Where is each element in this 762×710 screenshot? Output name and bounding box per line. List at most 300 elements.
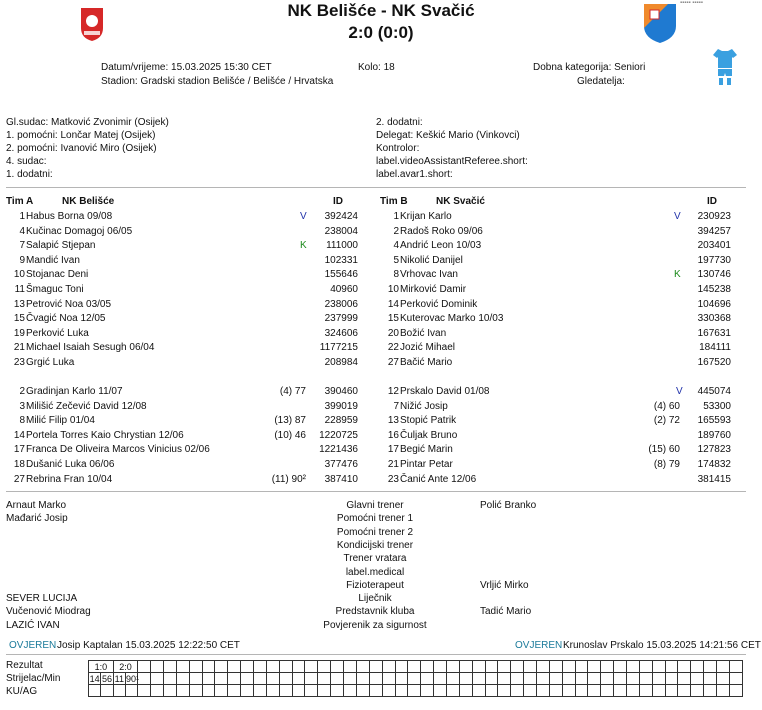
player-number: 12: [387, 386, 399, 397]
player-id: 167631: [697, 327, 731, 339]
result-cell: [434, 685, 447, 697]
away-logo-caption: ▪▪▪▪▪ ▪▪▪▪▪: [680, 0, 703, 6]
player-name: Jozić Mihael: [400, 342, 456, 354]
result-cell: [472, 661, 485, 673]
player-id: 130746: [697, 269, 731, 281]
player-name: Salapić Stjepan: [26, 240, 96, 252]
result-cell: [446, 673, 459, 685]
substitution-info: (10) 46: [274, 429, 306, 441]
result-cell: [241, 685, 254, 697]
result-cell: [691, 661, 704, 673]
player-id: 392424: [324, 211, 358, 222]
player-number: 22: [387, 342, 399, 354]
result-cell: [164, 685, 177, 697]
player-name: Stojanac Deni: [26, 269, 89, 281]
result-cell: [498, 685, 511, 697]
result-cell: [202, 685, 215, 697]
captain-marker: K: [300, 240, 307, 252]
player-id: 390460: [324, 386, 358, 397]
result-cell: [318, 661, 331, 673]
result-cell: [472, 673, 485, 685]
result-cell: [202, 673, 215, 685]
player-id: 167520: [697, 357, 731, 368]
player-number: 14: [13, 429, 25, 441]
player-number: 15: [387, 313, 399, 325]
result-cell: [254, 661, 267, 673]
team-b-name: NK Svačić: [436, 196, 485, 207]
result-cell: [408, 661, 421, 673]
result-cell: [729, 685, 742, 697]
player-name: Božić Ivan: [400, 327, 447, 339]
player-number: 7: [19, 240, 25, 252]
player-id: 1220725: [319, 429, 358, 441]
result-cell: [498, 661, 511, 673]
result-label: Rezultat: [6, 660, 43, 671]
player-name: Milić Filip 01/04: [26, 415, 95, 427]
player-number: 2: [393, 225, 399, 237]
player-id: 1177215: [319, 342, 358, 354]
result-cell: [562, 673, 575, 685]
result-cell: [382, 685, 395, 697]
result-cell: [241, 661, 254, 673]
result-cell: [511, 673, 524, 685]
player-name: Prskalo David 01/08: [400, 386, 490, 397]
result-cell: [266, 673, 279, 685]
result-cell: [318, 673, 331, 685]
player-id: 394257: [697, 225, 731, 237]
result-cell: [356, 661, 369, 673]
result-cell: [588, 661, 601, 673]
staff-role: Liječnik: [358, 593, 392, 605]
result-cell: [266, 661, 279, 673]
substitution-info: (15) 60: [648, 444, 680, 456]
result-cell: [279, 673, 292, 685]
result-cell: [421, 685, 434, 697]
player-name: Mandić Ivan: [26, 254, 80, 266]
player-number: 21: [387, 459, 399, 470]
staff-role: Fizioterapeut: [346, 579, 404, 591]
player-id: 53300: [703, 400, 731, 412]
result-cell: [421, 661, 434, 673]
verified-by-right: Krunoslav Prskalo 15.03.2025 14:21:56 CET: [563, 640, 761, 651]
player-id: 228959: [324, 415, 358, 427]
verified-by-left: Josip Kaptalan 15.03.2025 12:22:50 CET: [57, 640, 240, 651]
player-name: Habus Borna 09/08: [26, 211, 113, 222]
official-line: 4. sudac:: [6, 156, 47, 167]
team-b-label: Tim B: [380, 196, 408, 207]
result-cell: [138, 661, 151, 673]
substitution-info: (4) 60: [653, 400, 680, 412]
result-cell: [639, 673, 652, 685]
result-cell: [549, 685, 562, 697]
staff-role: Glavni trener: [346, 500, 404, 511]
result-cell: [524, 685, 537, 697]
player-name: Perković Dominik: [400, 298, 478, 310]
result-cell: [241, 673, 254, 685]
match-datetime: Datum/vrijeme: 15.03.2025 15:30 CET: [101, 62, 272, 73]
match-category: Dobna kategorija: Seniori: [533, 62, 646, 73]
staff-member-home: Mađarić Josip: [6, 513, 68, 525]
result-cell: [626, 673, 639, 685]
scorer-label: Strijelac/Min: [6, 673, 61, 684]
result-cell: [614, 661, 627, 673]
verified-label-right: OVJEREN: [515, 640, 563, 651]
substitution-info: (13) 87: [274, 415, 306, 427]
result-cell: 2:0: [113, 661, 138, 673]
player-name: Čvagić Noa 12/05: [26, 313, 106, 325]
result-cell: [626, 661, 639, 673]
result-cell: [549, 673, 562, 685]
result-cell: [652, 685, 665, 697]
player-number: 5: [393, 254, 399, 266]
match-round: Kolo: 18: [358, 62, 395, 73]
result-cell: [678, 673, 691, 685]
player-number: 17: [13, 444, 25, 456]
player-number: 2: [19, 386, 25, 397]
player-name: Šmaguc Toni: [26, 284, 84, 295]
staff-member-home: Vučenović Miodrag: [6, 606, 91, 618]
result-cell: [164, 661, 177, 673]
player-name: Mirković Damir: [400, 284, 467, 295]
staff-role: Pomoćni trener 1: [336, 513, 414, 525]
result-cell: [228, 661, 241, 673]
team-a-name: NK Belišće: [62, 196, 115, 207]
result-cell: [575, 673, 588, 685]
result-cell: [678, 685, 691, 697]
result-cell: [344, 673, 357, 685]
player-number: 11: [14, 284, 25, 295]
result-cell: [138, 673, 151, 685]
staff-role: Kondicijski trener: [336, 539, 414, 551]
player-number: 7: [393, 400, 399, 412]
player-name: Gradinjan Karlo 11/07: [26, 386, 123, 397]
player-name: Andrić Leon 10/03: [400, 240, 482, 252]
player-name: Pintar Petar: [400, 459, 453, 470]
result-cell: [344, 685, 357, 697]
team-a-id-header: ID: [333, 196, 343, 207]
player-id: 208984: [324, 357, 358, 368]
player-name: Stopić Patrik: [400, 415, 457, 427]
team-a-label: Tim A: [6, 196, 34, 207]
result-cell: [408, 673, 421, 685]
captain-marker: K: [674, 269, 681, 281]
result-cell: [485, 685, 498, 697]
result-cell: [665, 661, 678, 673]
player-id: 238006: [324, 298, 358, 310]
result-cell: [485, 673, 498, 685]
result-cell: [421, 673, 434, 685]
official-line: Gl.sudac: Matković Zvonimir (Osijek): [6, 117, 169, 128]
player-number: 16: [387, 429, 399, 441]
substitution-info: (11) 90²: [271, 473, 306, 485]
result-cell: [382, 673, 395, 685]
player-id: 102331: [324, 254, 358, 266]
result-cell: [614, 673, 627, 685]
result-cell: [562, 685, 575, 697]
player-number: 4: [19, 225, 25, 237]
result-cell: [536, 661, 549, 673]
player-name: Petrović Noa 03/05: [26, 298, 112, 310]
player-id: 189760: [697, 429, 731, 441]
result-cell: [189, 685, 202, 697]
result-cell: [215, 673, 228, 685]
player-number: 9: [19, 254, 25, 266]
player-number: 10: [13, 269, 25, 281]
result-cell: [113, 685, 125, 697]
staff-role: Pomoćni trener 2: [336, 526, 414, 538]
result-cell: [549, 661, 562, 673]
player-name: Vrhovac Ivan: [400, 269, 458, 281]
result-cell: 14: [89, 673, 100, 684]
result-cell: [639, 685, 652, 697]
substitution-info: (8) 79: [653, 459, 680, 470]
result-cell: [395, 661, 408, 673]
player-number: 27: [387, 357, 399, 368]
result-cell: [151, 673, 164, 685]
player-id: 127823: [697, 444, 731, 456]
player-name: Kuterovac Marko 10/03: [400, 313, 504, 325]
verified-label-left: OVJEREN: [9, 640, 57, 651]
staff-role: Povjerenik za sigurnost: [323, 619, 427, 631]
player-name: Perković Luka: [26, 327, 89, 339]
team-b-id-header: ID: [707, 196, 717, 207]
result-cell: [434, 661, 447, 673]
result-cell: [704, 661, 717, 673]
result-cell: [305, 673, 318, 685]
result-cell: [601, 685, 614, 697]
result-cell: [151, 685, 164, 697]
result-cell: [446, 661, 459, 673]
player-id: 330368: [697, 313, 731, 325]
player-name: Čuljak Bruno: [400, 429, 458, 441]
player-name: Krijan Karlo: [400, 211, 452, 222]
result-cell: [601, 661, 614, 673]
player-id: 387410: [324, 473, 358, 485]
result-cell: [279, 685, 292, 697]
result-cell: [369, 685, 382, 697]
result-cell: [536, 685, 549, 697]
player-number: 8: [19, 415, 25, 427]
staff-role: Trener vratara: [343, 553, 407, 565]
result-cell: [331, 661, 344, 673]
result-cell: [151, 661, 164, 673]
player-name: Kučinac Domagoj 06/05: [26, 225, 133, 237]
staff-role: label.medical: [345, 566, 405, 578]
result-cell: [382, 661, 395, 673]
result-cell: [331, 673, 344, 685]
player-name: Rebrina Fran 10/04: [26, 473, 113, 485]
player-name: Dušanić Luka 06/06: [26, 459, 115, 470]
player-number: 14: [387, 298, 399, 310]
result-cell: [101, 685, 113, 697]
result-cell: [305, 685, 318, 697]
substitution-info: (2) 72: [653, 415, 680, 427]
result-cell: [189, 673, 202, 685]
result-cell: [202, 661, 215, 673]
player-id: 324606: [324, 327, 358, 339]
result-cell: [511, 661, 524, 673]
result-cell: [575, 661, 588, 673]
player-number: 3: [19, 400, 25, 412]
staff-member-away: Vrljić Mirko: [480, 579, 529, 591]
player-id: 381415: [697, 473, 731, 485]
result-cell: [344, 661, 357, 673]
result-cell: [536, 673, 549, 685]
official-line: 2. dodatni:: [376, 117, 423, 128]
result-cell: [266, 685, 279, 697]
result-cell: [395, 685, 408, 697]
player-id: 111000: [326, 240, 358, 252]
player-number: 1: [19, 211, 25, 222]
result-cell: [89, 685, 101, 697]
result-cell: [614, 685, 627, 697]
player-number: 1: [393, 211, 399, 222]
official-line: label.avar1.short:: [376, 169, 453, 180]
player-number: 27: [13, 473, 25, 485]
staff-member-home: SEVER LUCIJA: [6, 593, 78, 605]
result-cell: [189, 661, 202, 673]
official-line: Delegat: Keškić Mario (Vinkovci): [376, 130, 520, 141]
player-number: 21: [13, 342, 25, 354]
result-cell: [446, 685, 459, 697]
player-id: 184111: [699, 342, 731, 354]
player-id: 197730: [697, 254, 731, 266]
match-title: NK Belišće - NK Svačić: [287, 1, 475, 20]
result-cell: [562, 661, 575, 673]
result-cell: 11: [114, 673, 124, 684]
goalkeeper-marker: V: [674, 211, 681, 222]
player-name: Nikolić Danijel: [400, 254, 463, 266]
result-cell: [652, 661, 665, 673]
result-cell: [125, 685, 137, 697]
cards-label: KU/AG: [6, 686, 38, 697]
result-grid: [88, 660, 743, 697]
player-id: 238004: [324, 225, 358, 237]
player-name: Begić Marin: [400, 444, 453, 456]
official-line: label.videoAssistantReferee.short:: [376, 156, 528, 167]
divider: [6, 491, 746, 492]
player-id: 237999: [324, 313, 358, 325]
match-spectators: Gledatelja:: [577, 76, 625, 87]
result-cell: [524, 661, 537, 673]
result-cell: [472, 685, 485, 697]
result-cell: [215, 661, 228, 673]
result-cell: [254, 673, 267, 685]
result-cell: [356, 685, 369, 697]
player-number: 10: [387, 284, 399, 295]
result-cell: 1:0: [89, 661, 114, 673]
result-cell: [691, 685, 704, 697]
result-cell: [691, 673, 704, 685]
result-cell: [459, 685, 472, 697]
result-cell: [601, 673, 614, 685]
staff-member-away: Tadić Mario: [480, 606, 532, 618]
result-cell: [485, 661, 498, 673]
result-cell: [665, 685, 678, 697]
player-id: 174832: [697, 459, 731, 470]
result-cell: [331, 685, 344, 697]
result-cell: [729, 661, 742, 673]
result-cell: [498, 673, 511, 685]
result-cell: [292, 661, 305, 673]
player-number: 19: [13, 327, 25, 339]
player-number: 23: [13, 357, 25, 368]
player-id: 155646: [324, 269, 358, 281]
result-cell: [228, 685, 241, 697]
player-id: 230923: [697, 211, 731, 222]
substitution-info: V: [676, 386, 683, 397]
player-name: Grgić Luka: [26, 357, 75, 368]
player-number: 18: [13, 459, 25, 470]
player-name: Bačić Mario: [400, 357, 453, 368]
staff-role: Predstavnik kluba: [335, 606, 415, 618]
result-cell: [704, 685, 717, 697]
substitution-info: (4) 77: [279, 386, 306, 397]
player-id: 203401: [697, 240, 731, 252]
result-cell: [704, 673, 717, 685]
result-cell: [716, 673, 729, 685]
player-name: Michael Isaiah Sesugh 06/04: [26, 342, 155, 354]
player-id: 104696: [697, 298, 731, 310]
player-number: 13: [387, 415, 399, 427]
result-cell: [292, 673, 305, 685]
kit-icon: [712, 48, 738, 86]
player-name: Franca De Oliveira Marcos Vinicius 02/06: [26, 444, 210, 456]
player-number: 23: [387, 473, 399, 485]
official-line: 2. pomoćni: Ivanović Miro (Osijek): [6, 143, 157, 154]
result-cell: [639, 661, 652, 673]
result-cell: [369, 673, 382, 685]
divider: [6, 654, 746, 655]
result-cell: [524, 673, 537, 685]
player-id: 399019: [324, 400, 358, 412]
player-id: 445074: [697, 386, 731, 397]
divider: [6, 187, 746, 188]
player-id: 145238: [697, 284, 731, 295]
result-cell: [279, 661, 292, 673]
official-line: Kontrolor:: [376, 143, 420, 154]
result-cell: [716, 661, 729, 673]
result-cell: [588, 685, 601, 697]
staff-member-away: Polić Branko: [480, 500, 537, 511]
result-cell: [176, 673, 189, 685]
player-id: 165593: [697, 415, 731, 427]
result-cell: [678, 661, 691, 673]
result-cell: [176, 661, 189, 673]
result-cell: [254, 685, 267, 697]
player-id: 40960: [330, 284, 358, 295]
match-stadium: Stadion: Gradski stadion Belišće / Belišće / Hrvatska: [101, 76, 334, 87]
result-cell: [356, 673, 369, 685]
player-name: Čanić Ante 12/06: [400, 473, 477, 485]
staff-member-home: LAZIĆ IVAN: [6, 619, 60, 631]
result-cell: [318, 685, 331, 697]
result-cell: [434, 673, 447, 685]
result-cell: [292, 685, 305, 697]
result-cell: [408, 685, 421, 697]
player-number: 17: [387, 444, 399, 456]
player-id: 1221436: [319, 444, 358, 456]
result-cell: [176, 685, 189, 697]
result-cell: [459, 661, 472, 673]
result-cell: [652, 673, 665, 685]
result-cell: [215, 685, 228, 697]
result-cell: [305, 661, 318, 673]
player-number: 13: [13, 298, 25, 310]
result-cell: [369, 661, 382, 673]
result-cell: [138, 685, 151, 697]
official-line: 1. pomoćni: Lončar Matej (Osijek): [6, 130, 156, 141]
